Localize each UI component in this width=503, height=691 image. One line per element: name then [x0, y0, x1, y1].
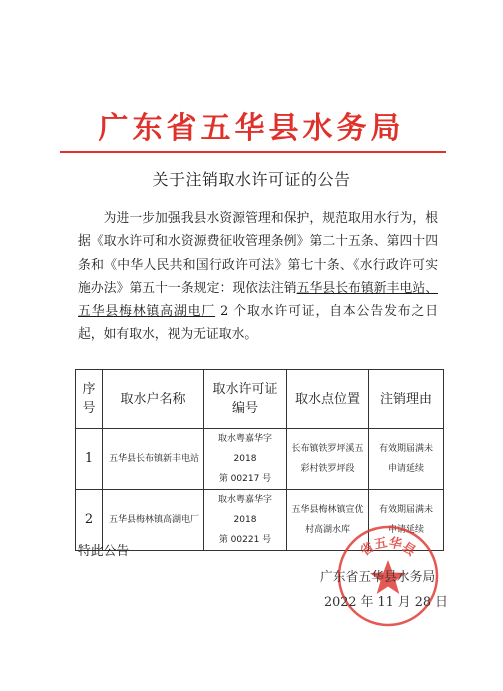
notice-body — [78, 207, 438, 347]
letterhead-title: 广东省五华县水务局 — [98, 111, 405, 146]
table-cell-permit: 取水粤嘉华字 2018 第 00221 号 — [204, 490, 287, 551]
body-text-1: 为进一步加强我县水资源管理和保护，规范取用水行为，根据《取水许可和水资源费征收管理条例》第二十五条、第四十四条和《中华人民共和国行政许可法》第七十条、《水行政许可实施办法》第五十一条规定：现依法注销 — [78, 211, 438, 296]
column-header: 取水户名称 — [103, 370, 204, 429]
station-1-name: 五华县长布镇新丰电站 — [296, 280, 426, 296]
column-header: 取水点位置 — [287, 370, 369, 429]
table-cell-reason: 有效期届满未 申请延续 — [369, 490, 444, 551]
table-cell-holder: 五华县长布镇新丰电站 — [103, 429, 204, 490]
signature-date: 2022 年 11 月 28 日 — [324, 595, 448, 610]
table-cell-seq: 1 — [76, 429, 103, 490]
closing-text: 特此公告 — [78, 544, 130, 559]
letterhead-divider — [60, 151, 446, 153]
table-cell-holder: 五华县梅林镇高湖电厂 — [103, 490, 204, 551]
notice-title: 关于注销取水许可证的公告 — [152, 170, 351, 189]
table-cell-permit: 取水粤嘉华字 2018 第 00217 号 — [204, 429, 287, 490]
table-cell-reason: 有效期届满未 申请延续 — [369, 429, 444, 490]
station-2-name: 五华县梅林镇高湖电厂 — [78, 304, 216, 320]
table-cell-seq: 2 — [76, 490, 103, 551]
signature-organization: 广东省五华县水务局 — [320, 570, 436, 585]
column-header: 取水许可证 编号 — [204, 370, 287, 429]
column-header: 注销理由 — [369, 370, 444, 429]
table-header-row — [76, 370, 444, 429]
svg-text:省五华县: 省五华县 — [358, 535, 418, 560]
table-cell-location: 长布镇铁罗坪溪五 彩村铁罗坪段 — [287, 429, 369, 490]
table-cell-location: 五华县梅林镇宣优 村高湖水库 — [287, 490, 369, 551]
table-row — [76, 429, 444, 490]
body-separator: 、 — [425, 280, 438, 296]
body-text-2: 2 个取水许可证，自本公告发布之日起，如有取水，视为无证取水。 — [78, 304, 438, 343]
column-header: 序 号 — [76, 370, 103, 429]
